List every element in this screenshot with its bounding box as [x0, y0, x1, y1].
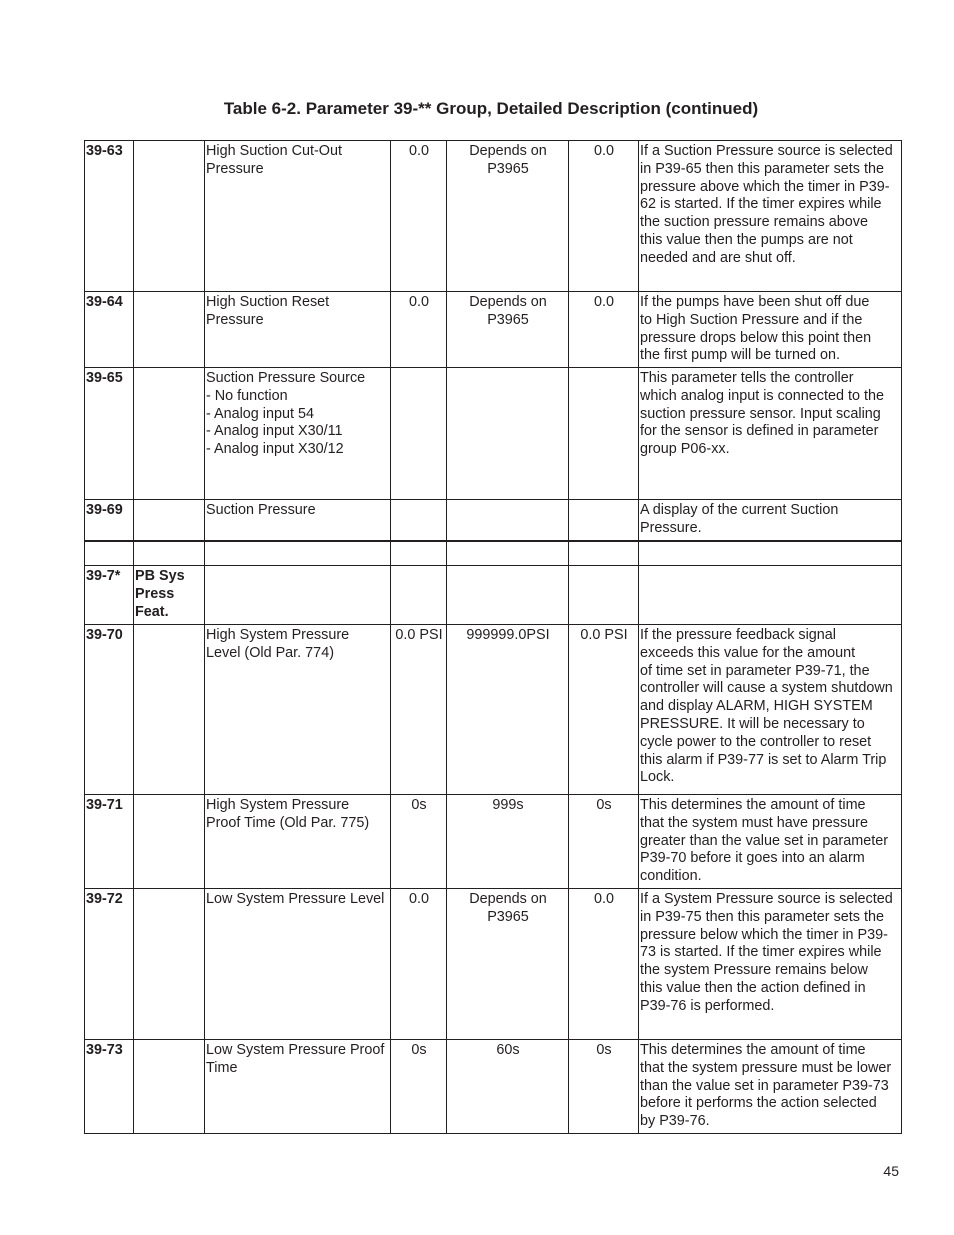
max-value-line: 999s [492, 797, 524, 813]
default-value [569, 500, 639, 541]
parameter-group-name [134, 1040, 205, 1134]
parameter-label-line: Time [206, 1059, 238, 1076]
table-row [85, 566, 902, 625]
max-value [447, 795, 569, 889]
parameter-description [639, 541, 902, 566]
parameter-description-line: exceeds this value for the amount [640, 644, 856, 661]
max-value [447, 889, 569, 1040]
parameter-description-line: Pressure. [640, 519, 702, 536]
table-row [85, 500, 902, 541]
parameter-description [639, 795, 902, 889]
parameter-description-line: greater than the value set in parameter [640, 832, 888, 849]
parameter-number: 39-72 [85, 889, 134, 1040]
parameter-description-line: for the sensor is defined in parameter [640, 423, 879, 440]
parameter-description-line: P39-76 is performed. [640, 997, 775, 1014]
parameter-number: 39-73 [85, 1040, 134, 1134]
default-value: 0s [569, 795, 639, 889]
parameter-number: 39-71 [85, 795, 134, 889]
table-row [85, 625, 902, 795]
parameter-description-line: than the value set in parameter P39-73 [640, 1077, 889, 1094]
parameter-label [205, 566, 391, 625]
max-value-line: 999999.0PSI [466, 627, 550, 643]
parameter-description-line: pressure above which the timer in P39- [640, 178, 890, 195]
parameter-label-line: Low System Pressure Level [206, 891, 385, 907]
max-value-line: Depends on [469, 294, 547, 310]
parameter-label [205, 141, 391, 292]
max-value-line: P3965 [487, 311, 529, 328]
parameter-description-line: This parameter tells the controller [640, 370, 854, 386]
default-value: 0s [569, 1040, 639, 1134]
table-row [85, 368, 902, 500]
parameter-description [639, 625, 902, 795]
max-value [447, 141, 569, 292]
min-value [391, 566, 447, 625]
parameter-number: 39-65 [85, 368, 134, 500]
parameter-label-line: High Suction Reset [206, 294, 330, 310]
parameter-group-name [134, 625, 205, 795]
min-value: 0.0 [391, 292, 447, 368]
parameter-description-line: needed and are shut off. [640, 249, 796, 266]
parameter-label [205, 1040, 391, 1134]
parameter-description-line: If a System Pressure source is selected [640, 891, 893, 907]
parameter-description-line: to High Suction Pressure and if the [640, 311, 863, 328]
max-value [447, 566, 569, 625]
parameter-group-name [134, 141, 205, 292]
parameter-group-name [134, 889, 205, 1040]
parameter-description-line: If a Suction Pressure source is selected [640, 143, 893, 159]
parameter-description-line: This determines the amount of time [640, 797, 866, 813]
parameter-group-name: PB Sys Press Feat. [134, 566, 205, 625]
parameter-description-line: This determines the amount of time [640, 1042, 866, 1058]
parameter-number: 39-70 [85, 625, 134, 795]
min-value: 0.0 [391, 141, 447, 292]
table-row [85, 292, 902, 368]
parameter-number: 39-63 [85, 141, 134, 292]
parameter-description-line: P39-70 before it goes into an alarm [640, 850, 865, 867]
parameter-label-line: - No function [206, 387, 288, 404]
parameter-label-line: Pressure [206, 311, 264, 328]
parameter-description-line: and display ALARM, HIGH SYSTEM [640, 698, 873, 715]
parameter-description-line: PRESSURE. It will be necessary to [640, 715, 865, 732]
default-value [569, 541, 639, 566]
parameter-description [639, 1040, 902, 1134]
parameter-table [84, 140, 902, 1134]
parameter-description-line: the suction pressure remains above [640, 214, 868, 231]
parameter-description-line: If the pumps have been shut off due [640, 294, 870, 310]
parameter-group-name [134, 500, 205, 541]
min-value: 0.0 PSI [391, 625, 447, 795]
parameter-group-name [134, 368, 205, 500]
parameter-table-body [85, 141, 902, 1134]
max-value [447, 541, 569, 566]
parameter-description-line: controller will cause a system shutdown [640, 680, 893, 697]
max-value-line: Depends on [469, 143, 547, 159]
parameter-description-line: 73 is started. If the timer expires while [640, 944, 882, 961]
parameter-label-line: High System Pressure [206, 797, 350, 813]
default-value [569, 368, 639, 500]
page-number: 45 [883, 1163, 899, 1179]
parameter-number [85, 541, 134, 566]
parameter-description [639, 889, 902, 1040]
parameter-description [639, 368, 902, 500]
max-value-line: P3965 [487, 160, 529, 177]
parameter-label-line: Suction Pressure [206, 502, 316, 518]
parameter-description-line: pressure drops below this point then [640, 329, 872, 346]
parameter-description-line: in P39-65 then this parameter sets the [640, 160, 884, 177]
table-row [85, 1040, 902, 1134]
parameter-label [205, 795, 391, 889]
parameter-label [205, 541, 391, 566]
parameter-description-line: before it performs the action selected [640, 1095, 877, 1112]
parameter-description-line: this value then the pumps are not [640, 231, 853, 248]
max-value [447, 1040, 569, 1134]
parameter-description-line: which analog input is connected to the [640, 387, 885, 404]
max-value-line: 60s [496, 1042, 520, 1058]
parameter-label-line: Low System Pressure Proof [206, 1042, 385, 1058]
parameter-number: 39-7* [85, 566, 134, 625]
parameter-label-line: - Analog input X30/11 [206, 423, 343, 440]
table-row [85, 795, 902, 889]
min-value: 0s [391, 1040, 447, 1134]
max-value [447, 292, 569, 368]
default-value: 0.0 [569, 292, 639, 368]
parameter-description-line: by P39-76. [640, 1113, 710, 1130]
parameter-description-line: that the system pressure must be lower [640, 1059, 892, 1076]
parameter-label-line: High Suction Cut-Out [206, 143, 342, 159]
default-value: 0.0 PSI [569, 625, 639, 795]
parameter-description-line: of time set in parameter P39-71, the [640, 662, 870, 679]
parameter-description [639, 292, 902, 368]
max-value [447, 368, 569, 500]
parameter-description [639, 500, 902, 541]
table-row [85, 541, 902, 566]
parameter-group-name [134, 292, 205, 368]
min-value: 0.0 [391, 889, 447, 1040]
parameter-group-name [134, 541, 205, 566]
parameter-label-line: Suction Pressure Source [206, 370, 366, 386]
parameter-description-line: this value then the action defined in [640, 979, 866, 996]
max-value-line: Depends on [469, 891, 547, 907]
min-value: 0s [391, 795, 447, 889]
default-value [569, 566, 639, 625]
parameter-label [205, 625, 391, 795]
min-value [391, 500, 447, 541]
parameter-description-line: A display of the current Suction [640, 502, 839, 518]
parameter-description-line: 62 is started. If the timer expires while [640, 196, 882, 213]
parameter-description-line: that the system must have pressure [640, 814, 868, 831]
parameter-label [205, 368, 391, 500]
page-title: Table 6-2. Parameter 39-** Group, Detailed Description (continued) [223, 99, 759, 118]
parameter-label-line: Level (Old Par. 774) [206, 644, 334, 661]
parameter-description [639, 141, 902, 292]
parameter-label-line: Proof Time (Old Par. 775) [206, 814, 370, 831]
parameter-description-line: the first pump will be turned on. [640, 347, 840, 364]
max-value [447, 500, 569, 541]
parameter-group-name [134, 795, 205, 889]
parameter-label [205, 500, 391, 541]
parameter-description [639, 566, 902, 625]
parameter-label [205, 889, 391, 1040]
parameter-description-line: in P39-75 then this parameter sets the [640, 908, 884, 925]
parameter-label [205, 292, 391, 368]
parameter-label-line: - Analog input 54 [206, 405, 315, 422]
parameter-description-line: condition. [640, 868, 702, 885]
min-value [391, 541, 447, 566]
parameter-description-line: this alarm if P39-77 is set to Alarm Trip [640, 751, 887, 768]
parameter-description-line: If the pressure feedback signal [640, 627, 836, 643]
max-value [447, 625, 569, 795]
table-row [85, 141, 902, 292]
parameter-number: 39-69 [85, 500, 134, 541]
default-value: 0.0 [569, 141, 639, 292]
parameter-description-line: Lock. [640, 769, 675, 786]
default-value: 0.0 [569, 889, 639, 1040]
parameter-description-line: cycle power to the controller to reset [640, 733, 872, 750]
parameter-description-line: group P06-xx. [640, 441, 730, 458]
table-row [85, 889, 902, 1040]
parameter-number: 39-64 [85, 292, 134, 368]
parameter-label-line: - Analog input X30/12 [206, 441, 344, 458]
parameter-description-line: suction pressure sensor. Input scaling [640, 405, 881, 422]
parameter-label-line: Pressure [206, 160, 264, 177]
parameter-description-line: pressure below which the timer in P39- [640, 926, 888, 943]
parameter-description-line: the system Pressure remains below [640, 962, 868, 979]
parameter-label-line: High System Pressure [206, 627, 350, 643]
max-value-line: P3965 [487, 908, 529, 925]
min-value [391, 368, 447, 500]
